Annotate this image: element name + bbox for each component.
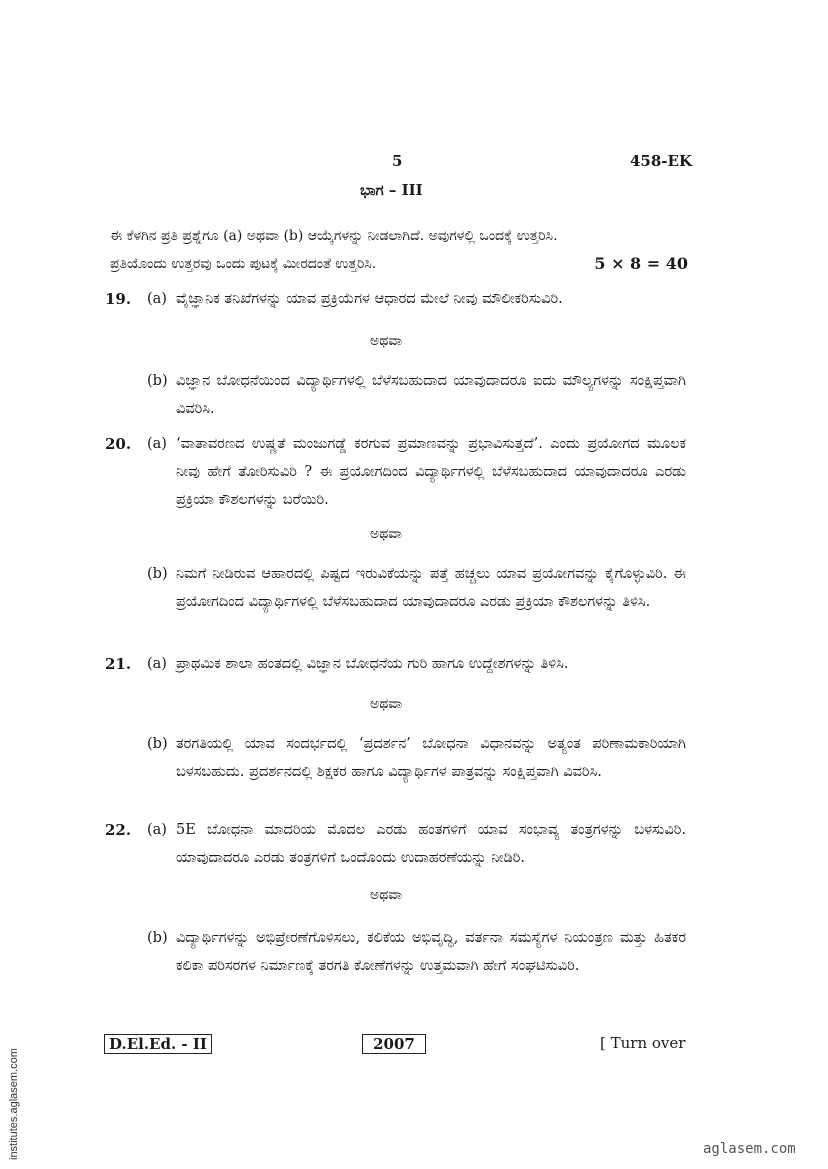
option-a-text: ಪ್ರಾಥಮಿಕ ಶಾಲಾ ಹಂತದಲ್ಲಿ ವಿಜ್ಞಾನ ಬೋಧನೆಯ ಗುರಿ ಹಾಗೂ ಉದ್ದೇಶಗಳನ್ನು ತಿಳಿಸಿ. <box>176 656 569 672</box>
option-a-text: 5E ಬೋಧನಾ ಮಾದರಿಯ ಮೊದಲ ಎರಡು ಹಂತಗಳಿಗೆ ಯಾವ ಸಂಭಾವ್ಯ ತಂತ್ರಗಳನ್ನು ಬಳಸುವಿರಿ. ಯಾವುದಾದರೂ ಎರಡು ತಂತ್ರಗಳಿಗೆ ಒಂದೊಂದು ಉದಾಹರಣೆಯನ್ನು ನೀಡಿರಿ. <box>176 822 686 866</box>
option-b-text: ನಿಮಗೆ ನೀಡಿರುವ ಆಹಾರದಲ್ಲಿ ಪಿಷ್ಟದ ಇರುವಿಕೆಯನ್ನು ಪತ್ತೆ ಹಚ್ಚಲು ಯಾವ ಪ್ರಯೋಗವನ್ನು ಕೈಗೊಳ್ಳುವಿರಿ. ಈ ಪ್ರಯೋಗದಿಂದ ವಿದ್ಯಾರ್ಥಿಗಳಲ್ಲಿ ಬೆಳೆಸಬಹುದಾದ ಯಾವುದಾದರೂ ಎರಡು ಪ್ರಕ್ರಿಯಾ ಕೌಶಲಗಳನ್ನು ತಿಳಿಸಿ. <box>176 566 686 610</box>
or-divider: ಅಥವಾ <box>370 696 403 712</box>
question-number: 21. <box>105 655 132 673</box>
or-divider: ಅಥವಾ <box>370 333 403 349</box>
marks-distribution: 5 × 8 = 40 <box>594 254 688 273</box>
paper-code: 458-EK <box>630 152 693 170</box>
turn-over-note: [ Turn over <box>600 1034 686 1052</box>
question-19 <box>0 285 828 435</box>
option-a-label: (a) <box>147 656 167 672</box>
question-20 <box>0 430 828 650</box>
side-watermark: institutes.aglasem.com <box>8 1048 20 1160</box>
option-b-text: ವಿದ್ಯಾರ್ಥಿಗಳನ್ನು ಅಭಿಪ್ರೇರಣೆಗೊಳಿಸಲು, ಕಲಿಕೆಯ ಅಭಿವೃದ್ಧಿ, ವರ್ತನಾ ಸಮಸ್ಯೆಗಳ ನಿಯಂತ್ರಣ ಮತ್ತು ಹಿತಕರ ಕಲಿಕಾ ಪರಿಸರಗಳ ನಿರ್ಮಾಣಕ್ಕೆ ತರಗತಿ ಕೋಣೆಗಳನ್ನು ಉತ್ತಮವಾಗಿ ಹೇಗೆ ಸಂಘಟಿಸುವಿರಿ. <box>176 930 686 974</box>
course-code-box: D.El.Ed. - II <box>104 1034 212 1054</box>
option-a-text: ‘ವಾತಾವರಣದ ಉಷ್ಣತೆ ಮಂಜುಗಡ್ಡೆ ಕರಗುವ ಪ್ರಮಾಣವನ್ನು ಪ್ರಭಾವಿಸುತ್ತದೆ’. ಎಂದು ಪ್ರಯೋಗದ ಮೂಲಕ ನೀವು ಹೇಗೆ ತೋರಿಸುವಿರಿ ? ಈ ಪ್ರಯೋಗದಿಂದ ವಿದ್ಯಾರ್ಥಿಗಳಲ್ಲಿ ಬೆಳೆಸಬಹುದಾದ ಯಾವುದಾದರೂ ಎರಡು ಪ್ರಕ್ರಿಯಾ ಕೌಶಲಗಳನ್ನು ಬರೆಯಿರಿ. <box>176 436 686 508</box>
instructions <box>110 222 690 278</box>
paper-number-box: 2007 <box>362 1034 426 1054</box>
question-22 <box>0 816 828 1016</box>
or-divider: ಅಥವಾ <box>370 887 403 903</box>
page-number: 5 <box>392 152 403 170</box>
option-b-label: (b) <box>147 566 168 582</box>
question-number: 20. <box>105 435 132 453</box>
option-a-label: (a) <box>147 291 167 307</box>
option-a-label: (a) <box>147 822 167 838</box>
bottom-watermark: aglasem.com <box>703 1141 796 1157</box>
option-b-label: (b) <box>147 373 168 389</box>
instruction-line-1: ಈ ಕೆಳಗಿನ ಪ್ರತಿ ಪ್ರಶ್ನೆಗೂ (a) ಅಥವಾ (b) ಆಯ್ಕೆಗಳನ್ನು ನೀಡಲಾಗಿದೆ. ಅವುಗಳಲ್ಲಿ ಒಂದಕ್ಕೆ ಉತ್ತರಿಸಿ. <box>110 228 558 244</box>
instruction-line-2: ಪ್ರತಿಯೊಂದು ಉತ್ತರವು ಒಂದು ಪುಟಕ್ಕೆ ಮೀರದಂತೆ ಉತ್ತರಿಸಿ. <box>110 256 377 272</box>
option-a-text: ವೈಜ್ಞಾನಿಕ ತನಿಖೆಗಳನ್ನು ಯಾವ ಪ್ರಕ್ರಿಯೆಗಳ ಆಧಾರದ ಮೇಲೆ ನೀವು ಮೌಲೀಕರಿಸುವಿರಿ. <box>176 291 563 307</box>
question-number: 22. <box>105 821 132 839</box>
question-21 <box>0 650 828 810</box>
option-a-label: (a) <box>147 436 167 452</box>
option-b-text: ತರಗತಿಯಲ್ಲಿ ಯಾವ ಸಂದರ್ಭದಲ್ಲಿ ‘ಪ್ರದರ್ಶನ’ ಬೋಧನಾ ವಿಧಾನವನ್ನು ಅತ್ಯಂತ ಪರಿಣಾಮಕಾರಿಯಾಗಿ ಬಳಸಬಹುದು. ಪ್ರದರ್ಶನದಲ್ಲಿ ಶಿಕ್ಷಕರ ಹಾಗೂ ವಿದ್ಯಾರ್ಥಿಗಳ ಪಾತ್ರವನ್ನು ಸಂಕ್ಷಿಪ್ತವಾಗಿ ವಿವರಿಸಿ. <box>176 736 686 780</box>
option-b-label: (b) <box>147 736 168 752</box>
option-b-label: (b) <box>147 930 168 946</box>
section-title: ಭಾಗ – III <box>360 181 423 199</box>
question-number: 19. <box>105 290 132 308</box>
option-b-text: ವಿಜ್ಞಾನ ಬೋಧನೆಯಿಂದ ವಿದ್ಯಾರ್ಥಿಗಳಲ್ಲಿ ಬೆಳೆಸಬಹುದಾದ ಯಾವುದಾದರೂ ಐದು ಮೌಲ್ಯಗಳನ್ನು ಸಂಕ್ಷಿಪ್ತವಾಗಿ ವಿವರಿಸಿ. <box>176 373 686 417</box>
or-divider: ಅಥವಾ <box>370 526 403 542</box>
